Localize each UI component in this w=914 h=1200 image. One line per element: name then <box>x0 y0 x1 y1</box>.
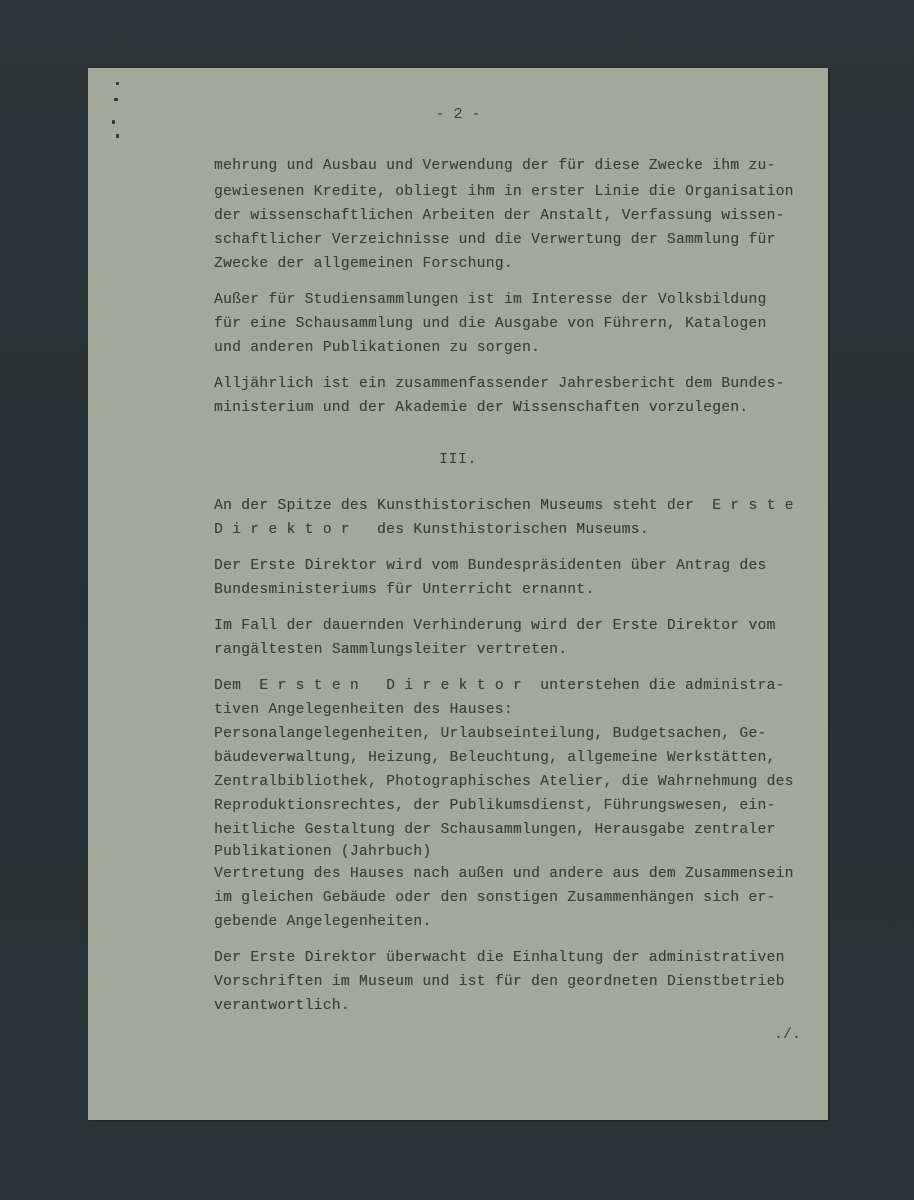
text-line: Der Erste Direktor überwacht die Einhaltung der administrativen <box>214 950 785 966</box>
text-line: Zentralbibliothek, Photographisches Atelier, die Wahrnehmung des <box>214 774 794 790</box>
text-line: verantwortlich. <box>214 998 350 1014</box>
text-line: ministerium und der Akademie der Wissenschaften vorzulegen. <box>214 400 749 416</box>
text-line: gewiesenen Kredite, obliegt ihm in erster Linie die Organisation <box>214 184 794 200</box>
text-line: Außer für Studiensammlungen ist im Interesse der Volksbildung <box>214 292 767 308</box>
text-line: D i r e k t o r des Kunsthistorischen Museums. <box>214 522 649 538</box>
text-line: im gleichen Gebäude oder den sonstigen Zusammenhängen sich er- <box>214 890 776 906</box>
text-line: schaftlicher Verzeichnisse und die Verwertung der Sammlung für <box>214 232 776 248</box>
text-line: gebende Angelegenheiten. <box>214 914 432 930</box>
staple-mark <box>114 98 118 101</box>
section-heading: III. <box>438 451 477 468</box>
text-line: An der Spitze des Kunsthistorischen Museums steht der E r s t e <box>214 498 794 514</box>
text-line: rangältesten Sammlungsleiter vertreten. <box>214 642 568 658</box>
text-line: bäudeverwaltung, Heizung, Beleuchtung, allgemeine Werkstätten, <box>214 750 776 766</box>
text-line: Vorschriften im Museum und ist für den geordneten Dienstbetrieb <box>214 974 785 990</box>
text-line: Zwecke der allgemeinen Forschung. <box>214 256 513 272</box>
text-line: Publikationen (Jahrbuch) <box>214 844 432 860</box>
document-page <box>88 68 828 1120</box>
text-line: mehrung und Ausbau und Verwendung der für diese Zwecke ihm zu- <box>214 158 776 174</box>
text-line: der wissenschaftlichen Arbeiten der Anstalt, Verfassung wissen- <box>214 208 785 224</box>
text-line: für eine Schausammlung und die Ausgabe von Führern, Katalogen <box>214 316 767 332</box>
text-line: Der Erste Direktor wird vom Bundespräsidenten über Antrag des <box>214 558 767 574</box>
text-line: Im Fall der dauernden Verhinderung wird der Erste Direktor vom <box>214 618 776 634</box>
text-line: Reproduktionsrechtes, der Publikumsdienst, Führungswesen, ein- <box>214 798 776 814</box>
staple-mark <box>116 134 119 138</box>
text-line: heitliche Gestaltung der Schausammlungen, Herausgabe zentraler <box>214 822 776 838</box>
text-line: tiven Angelegenheiten des Hauses: <box>214 702 513 718</box>
text-line: Bundesministeriums für Unterricht ernannt. <box>214 582 595 598</box>
continuation-mark: ./. <box>774 1026 802 1043</box>
staple-mark <box>116 82 119 85</box>
page-number: - 2 - <box>435 106 481 123</box>
text-line: Personalangelegenheiten, Urlaubseinteilung, Budgetsachen, Ge- <box>214 726 767 742</box>
text-line: Vertretung des Hauses nach außen und andere aus dem Zusammensein <box>214 866 794 882</box>
text-line: Alljährlich ist ein zusammenfassender Jahresbericht dem Bundes- <box>214 376 785 392</box>
text-line: Dem E r s t e n D i r e k t o r unterstehen die administra- <box>214 678 785 694</box>
text-line: und anderen Publikationen zu sorgen. <box>214 340 541 356</box>
